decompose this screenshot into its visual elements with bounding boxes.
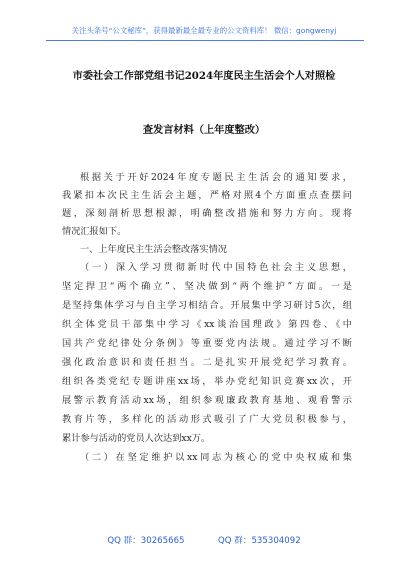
header-divider [46,40,364,41]
footer-contact [0,534,408,548]
body-line: （二）在坚定维护以xx同志为核心的党中央权威和集 [80,452,352,463]
body-line: 强化政治意识和责任担当。二是扎实开展党纪学习教育。 [62,357,352,368]
body-line: 题，深刻剖析思想根源，明确整改措施和努力方向。现将 [62,208,352,219]
body-line: 累计参与活动的党员人次达到xx万。 [62,433,211,444]
body-line: 根据关于开好2024年度专题民主生活会的通知要求， [80,172,352,183]
body-line: 教育片等，多样化的活动形式吸引了广大党员积极参与， [62,414,352,425]
body-line: 情况汇报如下。 [62,226,127,237]
body-line: 是坚持集体学习与自主学习相结合。开展集中学习研讨5次，组 [62,300,352,311]
footer-qq-group-2: QQ 群：535304092 [218,536,301,546]
header-banner: 关注头条号“公文秘库”，获得最新最全最专业的公文资料库！ 微信：gongwenyj [71,26,337,35]
section-heading: 一、上年度民主生活会整改落实情况 [80,244,227,255]
document-title-line-2: 查发言材料（上年度整改） [142,124,266,136]
body-line: 坚定捍卫“两个确立”、坚决做到“两个维护”方面。一是 [62,281,352,292]
body-line: 织全体党员干部集中学习《xx谈治国理政》第四卷、《中 [62,319,352,330]
body-line: （一）深入学习贯彻新时代中国特色社会主义思想， [80,262,352,273]
body-line: 我紧扣本次民主生活会主题，严格对照4个方面重点查摆问 [62,190,352,201]
footer-qq-group-1: QQ 群：30265665 [107,536,185,546]
body-line: 展警示教育活动xx场，组织参观廉政教育基地、观看警示 [62,395,352,406]
body-line: 国共产党纪律处分条例》等重要党内法规。通过学习不断 [62,338,352,349]
document-title-line-1: 市委社会工作部党组书记2024年度民主生活会个人对照检 [72,70,336,82]
body-line: 组织各类党纪专题讲座xx场，举办党纪知识竞赛xx次，开 [62,376,352,387]
